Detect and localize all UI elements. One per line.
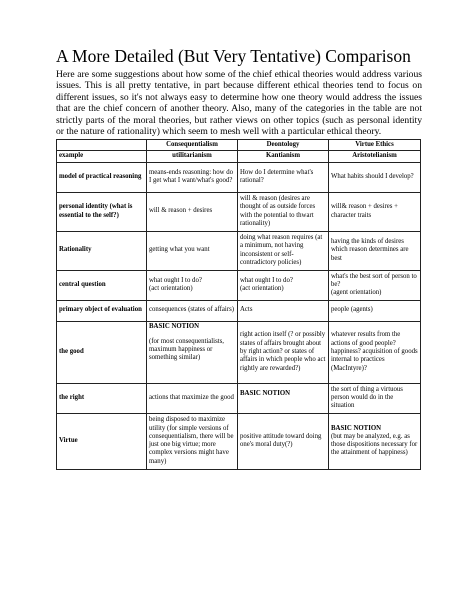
cell-model-virtue: What habits should I develop? — [329, 162, 421, 192]
table-row-rationality — [57, 231, 421, 270]
cell-rationality-consequentialism: getting what you want — [147, 231, 238, 270]
intro-paragraph: Here are some suggestions about how some of the chief ethical theories would address various issues. This is all pretty tentative, in part because different ethical theories tend to focus on different issues, so it's not always easy to determine how one theory would address the issues that are the chief concern of another theory. Also, many of the categories in the table are not strictly parts of the moral theories, but rather views on other topics (such as personal identity or the nature of rationality) which seem to mesh well with a particular ethical theory. — [56, 69, 422, 138]
cell-primary-virtue: people (agents) — [329, 300, 421, 321]
basic-notion-label: BASIC NOTION — [331, 424, 382, 432]
cell-right-deontology — [238, 383, 329, 413]
central-orientation-text: (act orientation) — [149, 285, 193, 293]
header-consequentialism: Consequentialism — [147, 140, 238, 151]
table-row-virtue — [57, 413, 421, 469]
cell-primary-deontology: Acts — [238, 300, 329, 321]
row-label-rationality: Rationality — [57, 231, 147, 270]
central-question-text: what ought I to do? — [149, 276, 202, 284]
cell-example-consequentialism: utilitarianism — [147, 151, 238, 162]
table-header-row — [57, 140, 421, 151]
row-label-virtue: Virtue — [57, 413, 147, 469]
basic-notion-label: BASIC NOTION — [149, 322, 200, 330]
table-row-model — [57, 162, 421, 192]
cell-rationality-deontology: doing what reason requires (at a minimum, not having inconsistent or self-contradictory policies) — [238, 231, 329, 270]
table-row-right — [57, 383, 421, 413]
table-row-example — [57, 151, 421, 162]
cell-identity-deontology: will & reason (desires are thought of as outside forces with the potential to thwart rationality) — [238, 192, 329, 231]
row-label-right: the right — [57, 383, 147, 413]
cell-virtue-consequentialism: being disposed to maximize utility (for simple versions of consequentialism, there will be just one big virtue; more complex versions might have many) — [147, 413, 238, 469]
table-row-primary — [57, 300, 421, 321]
row-label-model: model of practical reasoning — [57, 162, 147, 192]
header-deontology: Deontology — [238, 140, 329, 151]
cell-central-virtue — [329, 270, 421, 300]
row-label-good: the good — [57, 321, 147, 383]
cell-example-deontology: Kantianism — [238, 151, 329, 162]
cell-virtue-virtue — [329, 413, 421, 469]
cell-right-virtue: the sort of thing a virtuous person would do in the situation — [329, 383, 421, 413]
central-orientation-text: (agent orientation) — [331, 289, 382, 297]
virtue-description: (but may be analyzed, e.g. as those dispositions necessary for the attainment of happiness) — [331, 432, 418, 457]
table-row-central — [57, 270, 421, 300]
central-question-text: what ought I to do? — [240, 276, 293, 284]
cell-model-consequentialism: means-ends reasoning: how do I get what I want/what's good? — [147, 162, 238, 192]
cell-good-virtue: whatever results from the actions of good people? happiness? acquisition of goods internal to practices (MacIntyre)? — [329, 321, 421, 383]
cell-good-consequentialism — [147, 321, 238, 383]
cell-identity-consequentialism: will & reason + desires — [147, 192, 238, 231]
cell-example-virtue: Aristotelianism — [329, 151, 421, 162]
cell-right-consequentialism: actions that maximize the good — [147, 383, 238, 413]
cell-model-deontology: How do I determine what's rational? — [238, 162, 329, 192]
cell-central-deontology — [238, 270, 329, 300]
row-label-primary: primary object of evaluation — [57, 300, 147, 321]
row-label-central: central question — [57, 270, 147, 300]
row-label-identity: personal identity (what is essential to the self?) — [57, 192, 147, 231]
cell-central-consequentialism — [147, 270, 238, 300]
cell-virtue-deontology: positive attitude toward doing one's moral duty(?) — [238, 413, 329, 469]
central-orientation-text: (act orientation) — [240, 285, 284, 293]
comparison-table — [56, 139, 421, 470]
central-question-text: what's the best sort of person to be? — [331, 272, 417, 288]
table-row-identity — [57, 192, 421, 231]
cell-good-deontology: right action itself (? or possibly states of affairs brought about by right action? or states of affairs in which people who act rightly are rewarded?) — [238, 321, 329, 383]
good-description: (for most consequentialists, maximum happiness or something similar) — [149, 337, 224, 362]
basic-notion-label: BASIC NOTION — [240, 389, 291, 397]
header-blank-cell — [57, 140, 147, 151]
cell-rationality-virtue: having the kinds of desires which reason determines are best — [329, 231, 421, 270]
cell-primary-consequentialism: consequences (states of affairs) — [147, 300, 238, 321]
row-label-example: example — [57, 151, 147, 162]
page-title: A More Detailed (But Very Tentative) Comparison — [56, 46, 411, 66]
table-row-good — [57, 321, 421, 383]
cell-identity-virtue: will& reason + desires + character traits — [329, 192, 421, 231]
header-virtue-ethics: Virtue Ethics — [329, 140, 421, 151]
